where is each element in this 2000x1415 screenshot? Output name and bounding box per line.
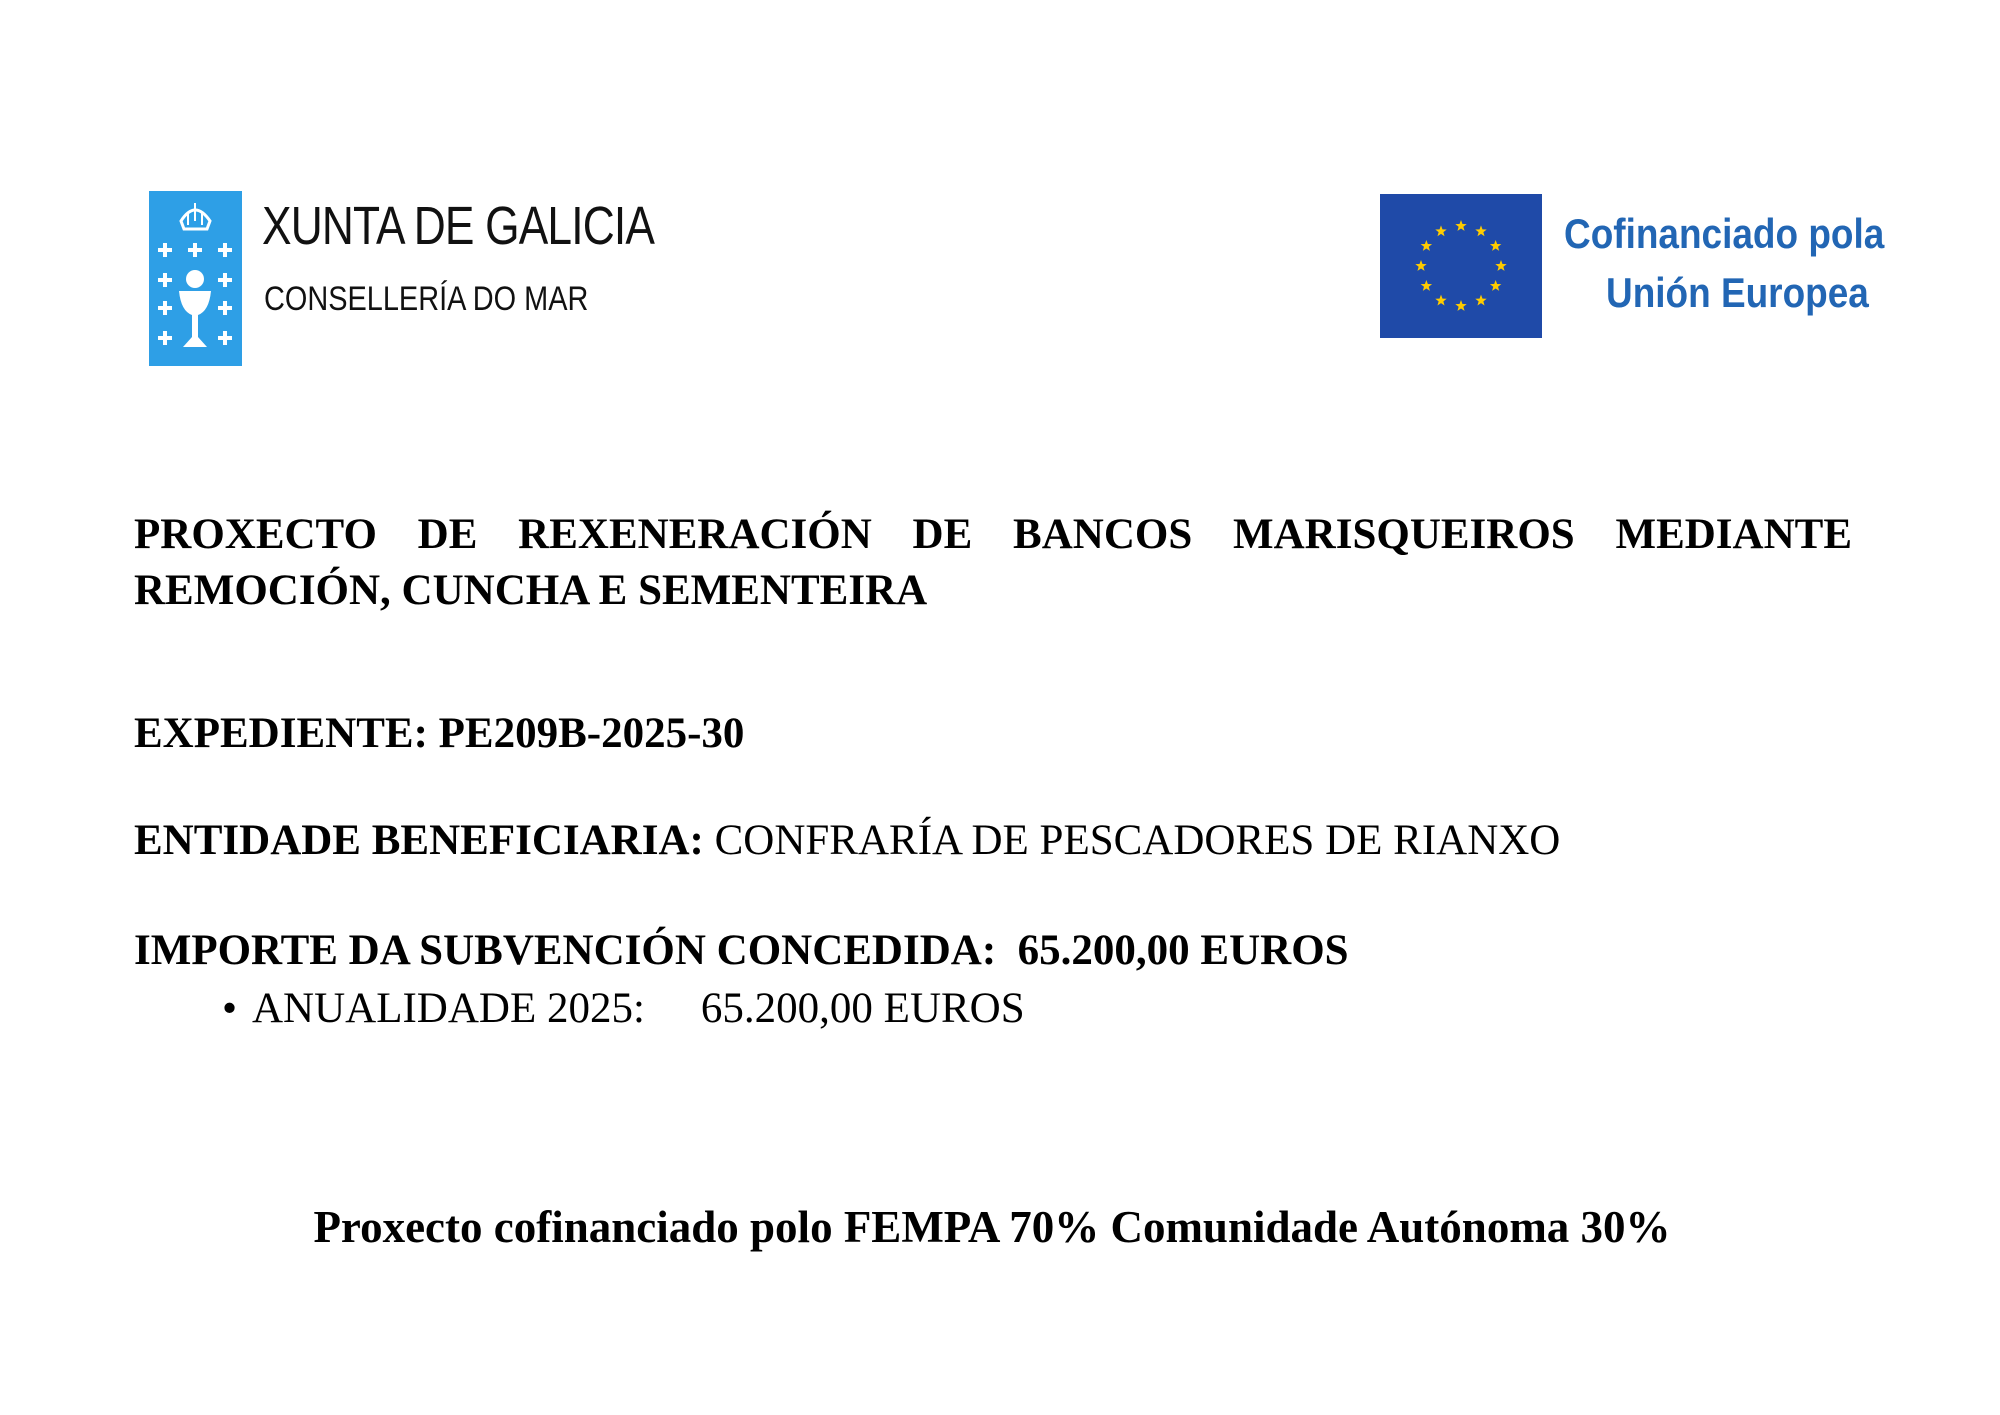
expediente-label: EXPEDIENTE: [134, 710, 428, 757]
eu-logo-line2: Unión Europea [1606, 269, 1869, 316]
importe-value: 65.200,00 EUROS [1017, 927, 1349, 974]
importe-row [134, 925, 1349, 977]
anualidade-value: 65.200,00 EUROS [700, 985, 1025, 1032]
expediente-value: PE209B-2025-30 [438, 710, 745, 757]
eu-logo-line1: Cofinanciado pola [1564, 210, 1885, 257]
entidade-value: CONFRARÍA DE PESCADORES DE RIANXO [714, 817, 1561, 864]
bullet-icon: • [222, 985, 238, 1032]
cofinancing-note: Proxecto cofinanciado polo FEMPA 70% Comunidade Autónoma 30% [313, 1202, 1671, 1252]
galicia-coat-of-arms-icon [149, 191, 242, 366]
importe-label: IMPORTE DA SUBVENCIÓN CONCEDIDA: [134, 927, 997, 974]
project-title: PROXECTO DE REXENERACIÓN DE BANCOS MARISQUEIROS MEDIANTE REMOCIÓN, CUNCHA E SEMENTEIRA [134, 511, 1852, 614]
entidade-label: ENTIDADE BENEFICIARIA: [134, 817, 704, 864]
xunta-logo-title: XUNTA DE GALICIA [262, 196, 655, 256]
anualidade-list-item [222, 983, 1025, 1035]
anualidade-label: ANUALIDADE 2025: [252, 985, 645, 1032]
expediente-row [134, 708, 744, 760]
eu-flag-icon [1380, 194, 1542, 338]
xunta-logo-subtitle: CONSELLERÍA DO MAR [264, 280, 589, 318]
entidade-row [134, 815, 1560, 867]
